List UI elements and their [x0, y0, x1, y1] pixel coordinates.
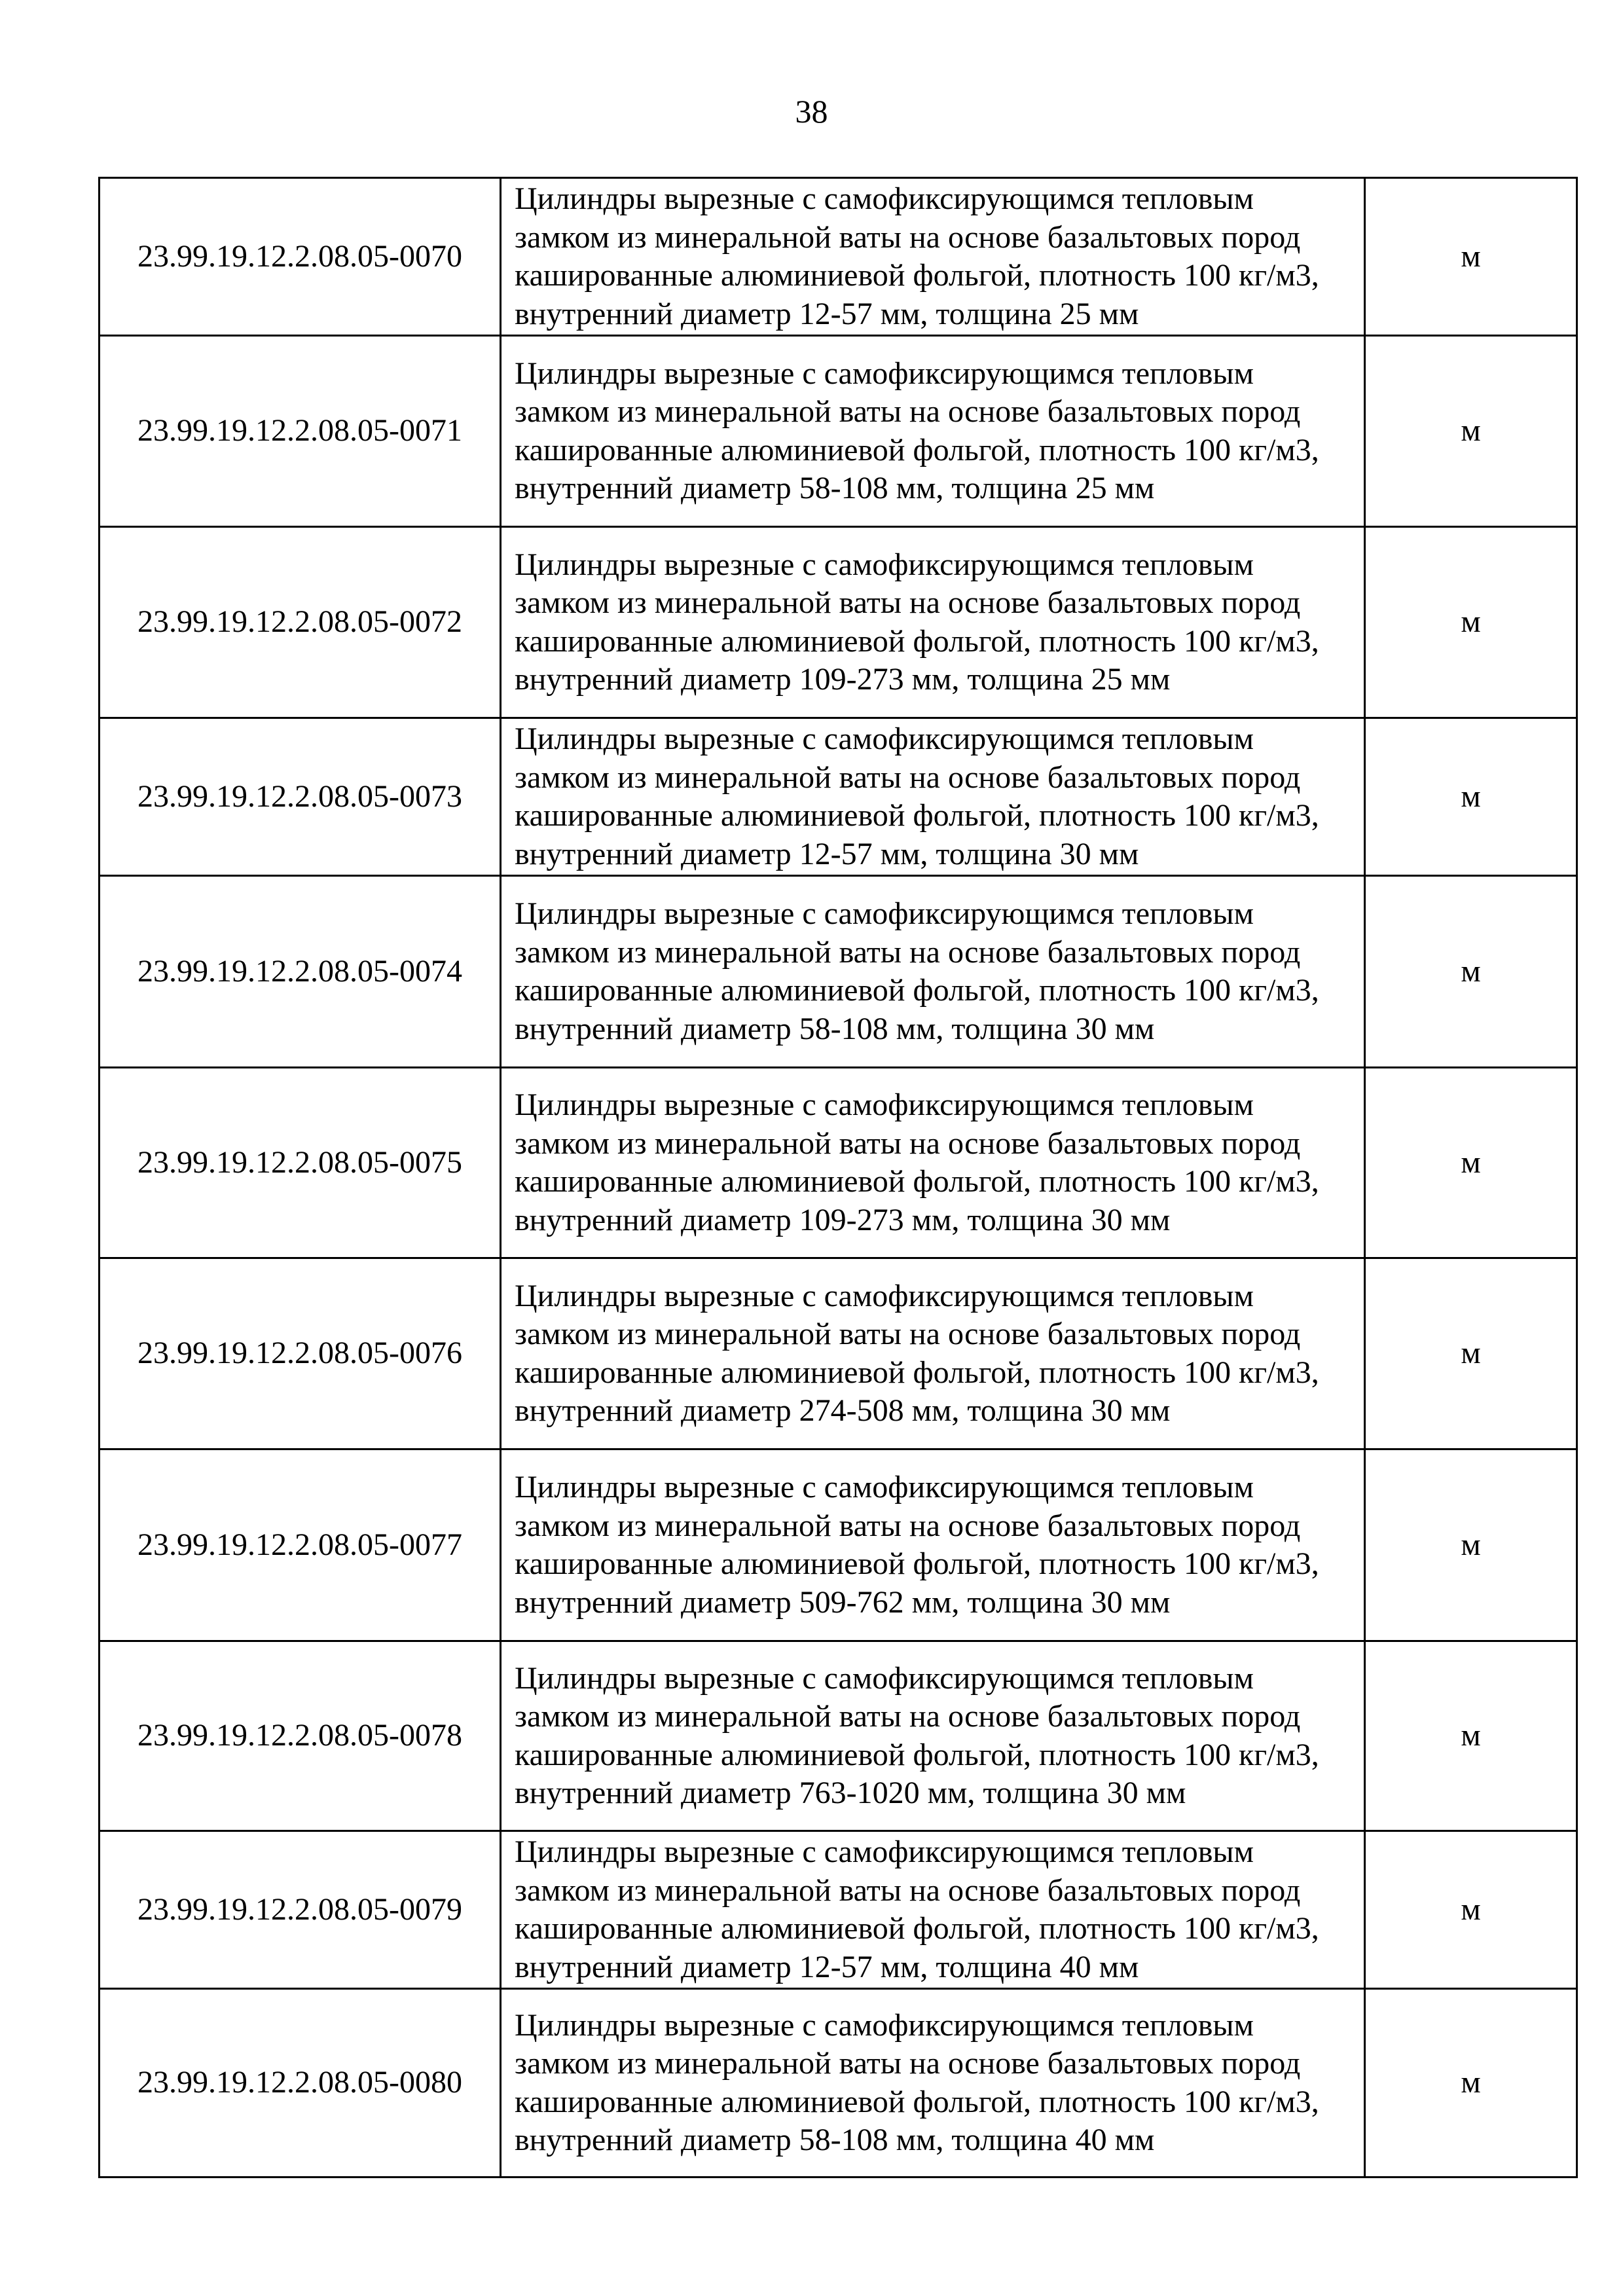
resource-description: Цилиндры вырезные с самофиксирующимся тепловым замком из минеральной ваты на основе базальтовых пород кашированные алюминиевой фольгой, плотность 100 кг/м3, внутренний диаметр 12-57 мм, толщина 30 мм	[501, 718, 1365, 876]
table-row	[100, 1641, 1577, 1831]
resource-code: 23.99.19.12.2.08.05-0073	[100, 718, 501, 876]
unit-of-measure: м	[1365, 718, 1577, 876]
resource-code: 23.99.19.12.2.08.05-0079	[100, 1831, 501, 1989]
resource-description: Цилиндры вырезные с самофиксирующимся тепловым замком из минеральной ваты на основе базальтовых пород кашированные алюминиевой фольгой, плотность 100 кг/м3, внутренний диаметр 763-1020 мм, толщина 30 мм	[501, 1641, 1365, 1831]
resource-description: Цилиндры вырезные с самофиксирующимся тепловым замком из минеральной ваты на основе базальтовых пород кашированные алюминиевой фольгой, плотность 100 кг/м3, внутренний диаметр 509-762 мм, толщина 30 мм	[501, 1449, 1365, 1641]
resource-code: 23.99.19.12.2.08.05-0080	[100, 1989, 501, 2178]
unit-of-measure: м	[1365, 876, 1577, 1068]
table-row	[100, 876, 1577, 1068]
unit-of-measure: м	[1365, 1641, 1577, 1831]
resource-description: Цилиндры вырезные с самофиксирующимся тепловым замком из минеральной ваты на основе базальтовых пород кашированные алюминиевой фольгой, плотность 100 кг/м3, внутренний диаметр 274-508 мм, толщина 30 мм	[501, 1258, 1365, 1449]
resource-description: Цилиндры вырезные с самофиксирующимся тепловым замком из минеральной ваты на основе базальтовых пород кашированные алюминиевой фольгой, плотность 100 кг/м3, внутренний диаметр 12-57 мм, толщина 25 мм	[501, 178, 1365, 336]
page-number: 38	[795, 93, 828, 130]
table-row	[100, 527, 1577, 718]
table-row	[100, 1068, 1577, 1258]
table-row	[100, 336, 1577, 527]
resource-code: 23.99.19.12.2.08.05-0072	[100, 527, 501, 718]
resource-code: 23.99.19.12.2.08.05-0076	[100, 1258, 501, 1449]
resource-description: Цилиндры вырезные с самофиксирующимся тепловым замком из минеральной ваты на основе базальтовых пород кашированные алюминиевой фольгой, плотность 100 кг/м3, внутренний диаметр 109-273 мм, толщина 25 мм	[501, 527, 1365, 718]
unit-of-measure: м	[1365, 1831, 1577, 1989]
unit-of-measure: м	[1365, 336, 1577, 527]
table-row	[100, 1989, 1577, 2178]
table-row	[100, 718, 1577, 876]
table-row	[100, 178, 1577, 336]
resource-code: 23.99.19.12.2.08.05-0078	[100, 1641, 501, 1831]
unit-of-measure: м	[1365, 1068, 1577, 1258]
resource-code: 23.99.19.12.2.08.05-0074	[100, 876, 501, 1068]
resource-description: Цилиндры вырезные с самофиксирующимся тепловым замком из минеральной ваты на основе базальтовых пород кашированные алюминиевой фольгой, плотность 100 кг/м3, внутренний диаметр 109-273 мм, толщина 30 мм	[501, 1068, 1365, 1258]
table-row	[100, 1449, 1577, 1641]
unit-of-measure: м	[1365, 1258, 1577, 1449]
table-row	[100, 1831, 1577, 1989]
table-row	[100, 1258, 1577, 1449]
resource-code: 23.99.19.12.2.08.05-0075	[100, 1068, 501, 1258]
unit-of-measure: м	[1365, 527, 1577, 718]
resource-code: 23.99.19.12.2.08.05-0071	[100, 336, 501, 527]
resource-code: 23.99.19.12.2.08.05-0077	[100, 1449, 501, 1641]
resource-code: 23.99.19.12.2.08.05-0070	[100, 178, 501, 336]
unit-of-measure: м	[1365, 1989, 1577, 2178]
resource-description: Цилиндры вырезные с самофиксирующимся тепловым замком из минеральной ваты на основе базальтовых пород кашированные алюминиевой фольгой, плотность 100 кг/м3, внутренний диаметр 12-57 мм, толщина 40 мм	[501, 1831, 1365, 1989]
materials-table	[98, 177, 1578, 2178]
resource-description: Цилиндры вырезные с самофиксирующимся тепловым замком из минеральной ваты на основе базальтовых пород кашированные алюминиевой фольгой, плотность 100 кг/м3, внутренний диаметр 58-108 мм, толщина 25 мм	[501, 336, 1365, 527]
resource-description: Цилиндры вырезные с самофиксирующимся тепловым замком из минеральной ваты на основе базальтовых пород кашированные алюминиевой фольгой, плотность 100 кг/м3, внутренний диаметр 58-108 мм, толщина 40 мм	[501, 1989, 1365, 2178]
unit-of-measure: м	[1365, 178, 1577, 336]
unit-of-measure: м	[1365, 1449, 1577, 1641]
resource-description: Цилиндры вырезные с самофиксирующимся тепловым замком из минеральной ваты на основе базальтовых пород кашированные алюминиевой фольгой, плотность 100 кг/м3, внутренний диаметр 58-108 мм, толщина 30 мм	[501, 876, 1365, 1068]
